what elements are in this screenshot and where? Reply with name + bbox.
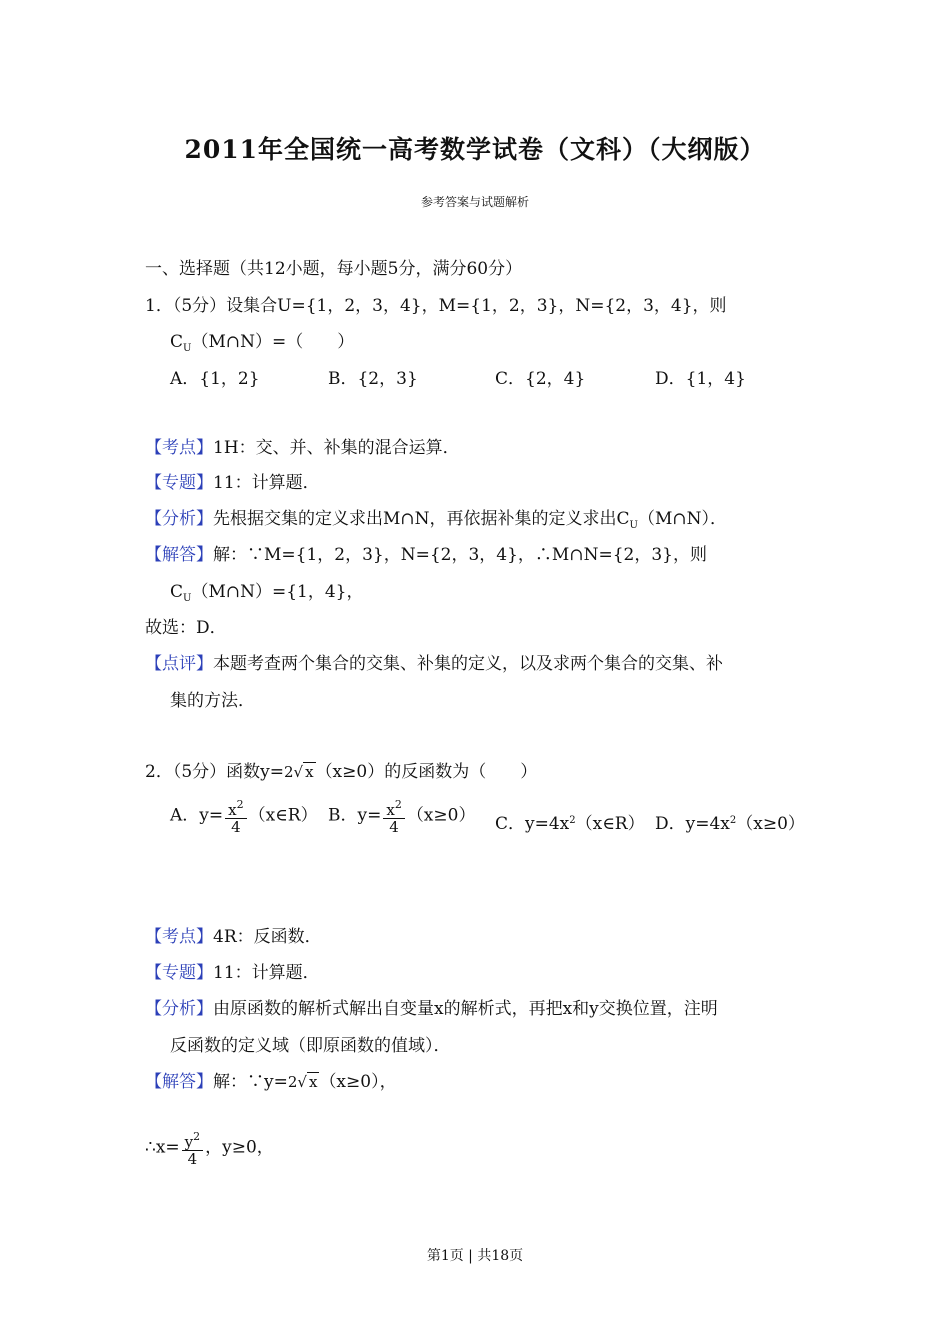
- fraction-denominator: 4: [389, 818, 399, 836]
- q1-option-a: A．{1，2}: [170, 369, 260, 389]
- sqrt-coef: 2: [283, 763, 294, 781]
- q2-option-a-cond: （x∈R）: [248, 805, 318, 826]
- zhuanti-label: 【专题】: [145, 963, 213, 983]
- q1-stem-line1: 1．（5分）设集合U={1，2，3，4}，M={1，2，3}，N={2，3，4}，则: [145, 296, 727, 316]
- q2-therefore: [145, 1129, 274, 1167]
- q2-option-b-pre: B．y=: [328, 805, 382, 826]
- fraction: [182, 1129, 203, 1167]
- fenxi-text: 由原函数的解析式解出自变量x的解析式，再把x和y交换位置，注明: [213, 999, 718, 1019]
- q1-option-c: C．{2，4}: [495, 369, 586, 389]
- q2-option-c-pre: C．y=4x: [495, 814, 570, 834]
- q2-zhuanti: [145, 962, 320, 984]
- zhuanti-text: 11：计算题．: [213, 473, 320, 493]
- q1-option-d: D．{1，4}: [655, 369, 746, 389]
- complement-subscript: U: [183, 343, 192, 354]
- jieda-label: 【解答】: [145, 545, 213, 565]
- q2-stem-pre: 2．（5分）函数y=: [145, 762, 284, 782]
- kaodian-label: 【考点】: [145, 438, 213, 458]
- q1-stem-line2: [170, 331, 354, 360]
- section-header: 一、选择题（共12小题，每小题5分，满分60分）: [145, 259, 523, 279]
- fenxi-label: 【分析】: [145, 509, 213, 529]
- sqrt-expression: 2√ x: [283, 763, 314, 781]
- fraction: [225, 797, 246, 835]
- fraction-power: 2: [193, 1130, 201, 1143]
- fraction-power: 2: [236, 798, 244, 811]
- therefore-post: ，y≥0，: [205, 1137, 274, 1158]
- q2-option-a-pre: A．y=: [170, 805, 224, 826]
- q2-option-d-pre: D．y=4x: [655, 814, 730, 834]
- q2-option-c: [495, 810, 645, 835]
- q2-jieda: [145, 1071, 397, 1093]
- jieda-line2-rest: （M∩N）={1，4}，: [191, 582, 364, 602]
- q1-dianping: [145, 653, 723, 675]
- complement-symbol: C: [170, 582, 184, 602]
- q2-option-b: [328, 797, 475, 835]
- zhuanti-text: 11：计算题．: [213, 963, 320, 983]
- sqrt-radicand: x: [305, 763, 314, 781]
- complement-symbol: C: [170, 332, 184, 352]
- q1-jieda: [145, 544, 707, 566]
- fenxi-subscript: U: [629, 520, 638, 531]
- fraction-power: 2: [394, 798, 402, 811]
- q2-stem: [145, 761, 537, 783]
- fraction-numerator: x: [386, 801, 395, 819]
- q2-kaodian: [145, 926, 322, 948]
- zhuanti-label: 【专题】: [145, 473, 213, 493]
- q2-fenxi-line2: 反函数的定义域（即原函数的值域）．: [170, 1036, 451, 1056]
- q1-answer: 故选：D．: [145, 618, 227, 638]
- kaodian-text: 4R：反函数．: [213, 927, 322, 947]
- fenxi-label: 【分析】: [145, 999, 213, 1019]
- kaodian-label: 【考点】: [145, 927, 213, 947]
- q1-option-b: B．{2，3}: [328, 369, 418, 389]
- page-subtitle: 参考答案与试题解析: [420, 195, 529, 209]
- sqrt-coef: 2: [287, 1073, 298, 1091]
- page-title: 2011年全国统一高考数学试卷（文科）（大纲版）: [184, 135, 766, 164]
- sqrt-expression: 2√ x: [287, 1073, 318, 1091]
- q1-dianping-line2: 集的方法．: [170, 691, 255, 711]
- jieda-text: 解：∵M={1，2，3}，N={2，3，4}，∴M∩N={2，3}，则: [213, 545, 707, 565]
- jieda-pre: 解：∵y=: [213, 1072, 288, 1092]
- jieda-label: 【解答】: [145, 1072, 213, 1092]
- q1-fenxi: [145, 508, 727, 537]
- sqrt-radicand: x: [308, 1073, 318, 1091]
- fraction-numerator: x: [228, 801, 237, 819]
- q2-option-c-cond: （x∈R）: [575, 814, 645, 834]
- therefore-pre: ∴x=: [145, 1137, 180, 1158]
- q1-kaodian: [145, 437, 460, 459]
- q2-fenxi: [145, 998, 718, 1020]
- jieda-post: （x≥0），: [319, 1072, 397, 1092]
- q2-option-b-cond: （x≥0）: [406, 805, 476, 826]
- q1-stem-line2-rest: （M∩N）=（ ）: [191, 332, 355, 352]
- dianping-text: 本题考查两个集合的交集、补集的定义，以及求两个集合的交集、补: [213, 654, 723, 674]
- q2-option-d-cond: （x≥0）: [736, 814, 805, 834]
- fraction: [383, 797, 404, 835]
- dianping-label: 【点评】: [145, 654, 213, 674]
- fraction-numerator: y: [184, 1133, 194, 1151]
- q2-option-a: [170, 797, 318, 835]
- fraction-denominator: 4: [231, 818, 241, 836]
- q2-option-d-power: 2: [729, 815, 737, 826]
- q2-option-c-power: 2: [569, 815, 576, 826]
- q1-jieda-line2: [170, 581, 364, 610]
- complement-subscript: U: [183, 593, 192, 604]
- fenxi-end: （M∩N）．: [637, 509, 728, 529]
- q2-stem-post: （x≥0）的反函数为（ ）: [315, 762, 538, 782]
- q1-zhuanti: [145, 472, 320, 494]
- fraction-denominator: 4: [187, 1150, 198, 1168]
- fenxi-text: 先根据交集的定义求出M∩N，再依据补集的定义求出C: [213, 509, 630, 529]
- q2-option-d: [655, 810, 805, 835]
- page-footer: 第1页 | 共18页: [426, 1248, 524, 1264]
- kaodian-text: 1H：交、并、补集的混合运算．: [213, 438, 460, 458]
